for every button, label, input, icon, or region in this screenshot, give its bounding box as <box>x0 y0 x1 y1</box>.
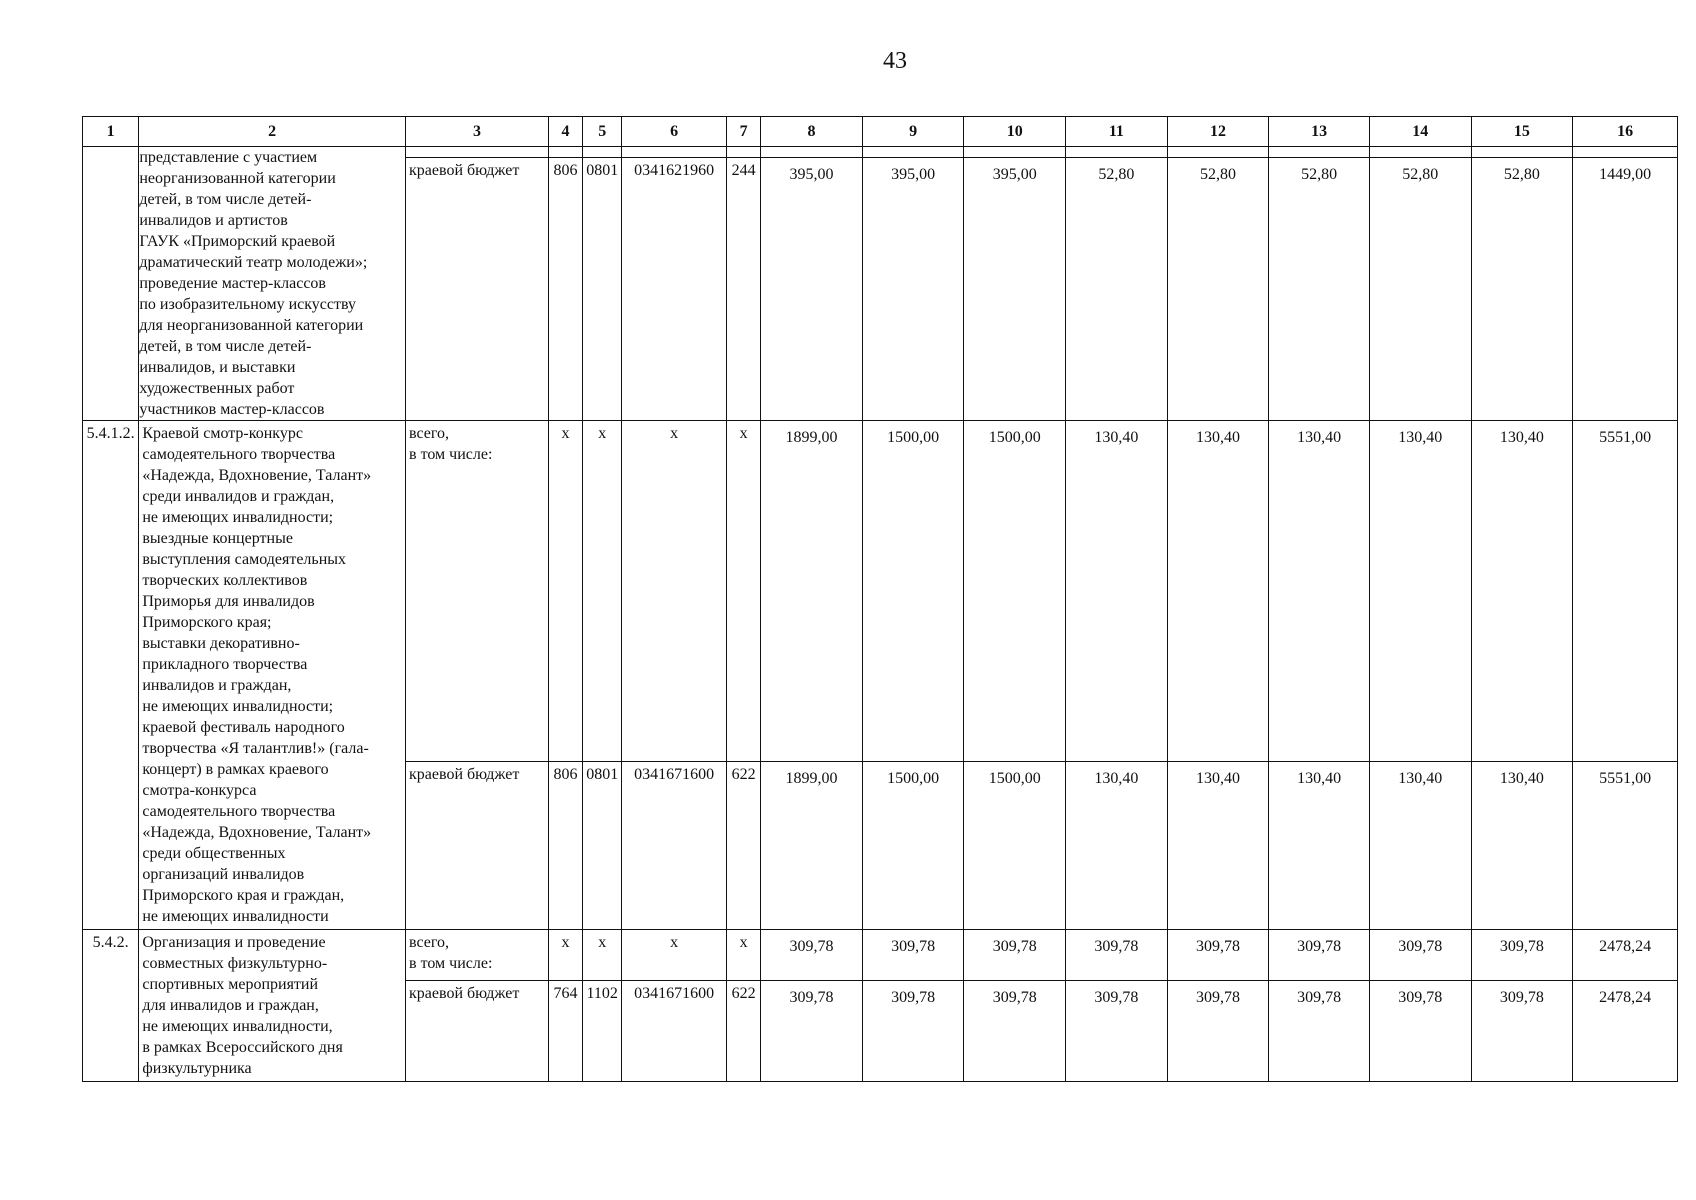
code-cell: х <box>583 421 622 762</box>
value-cell: 2478,24 <box>1573 981 1678 1082</box>
value-cell: 309,78 <box>1066 981 1168 1082</box>
spacer-row <box>83 147 1678 158</box>
header-cell: 13 <box>1269 117 1370 147</box>
header-cell: 3 <box>406 117 549 147</box>
header-cell: 1 <box>83 117 139 147</box>
value-cell: 130,40 <box>1369 762 1471 930</box>
header-cell: 11 <box>1066 117 1168 147</box>
header-cell: 5 <box>583 117 622 147</box>
code-cell: 764 <box>548 981 582 1082</box>
table-row <box>83 421 1678 762</box>
header-cell: 6 <box>622 117 727 147</box>
value-cell: 309,78 <box>1167 981 1269 1082</box>
value-cell: 1899,00 <box>761 421 863 762</box>
value-cell: 1500,00 <box>964 762 1066 930</box>
code-cell: 0801 <box>583 158 622 421</box>
value-cell: 309,78 <box>1167 930 1269 981</box>
value-cell: 130,40 <box>1167 762 1269 930</box>
value-cell: 309,78 <box>1269 981 1370 1082</box>
value-cell: 52,80 <box>1471 158 1573 421</box>
value-cell: 5551,00 <box>1573 421 1678 762</box>
header-cell: 2 <box>139 117 406 147</box>
value-cell: 1500,00 <box>964 421 1066 762</box>
budget-table <box>82 116 1678 1082</box>
page-number: 43 <box>883 48 907 74</box>
row-description: представление с участием неорганизованной категории детей, в том числе детей- инвалидов и артистов ГАУК «Приморский краевой драматический театр молодежи»; проведение мастер-классов по изобразительному искусству для неорганизованной категории детей, в том числе детей- инвалидов, и выставки художественных работ участников мастер-классов <box>139 147 406 421</box>
value-cell: 395,00 <box>862 158 964 421</box>
header-cell: 9 <box>862 117 964 147</box>
row-description: Организация и проведение совместных физкультурно- спортивных мероприятий для инвалидов и граждан, не имеющих инвалидности, в рамках Всероссийского дня физкультурника <box>139 930 406 1082</box>
value-cell: 130,40 <box>1066 421 1168 762</box>
header-row <box>83 117 1678 147</box>
value-cell: 52,80 <box>1269 158 1370 421</box>
row-description: Краевой смотр-конкурс самодеятельного творчества «Надежда, Вдохновение, Талант» среди инвалидов и граждан, не имеющих инвалидности; выездные концертные выступления самодеятельных творческих коллективов Приморья для инвалидов Приморского края; выставки декоративно- прикладного творчества инвалидов и граждан, не имеющих инвалидности; краевой фестиваль народного творчества «Я талантлив!» (гала- концерт) в рамках краевого смотра-конкурса самодеятельного творчества «Надежда, Вдохновение, Талант» среди общественных организаций инвалидов Приморского края и граждан, не имеющих инвалидности <box>139 421 406 930</box>
code-cell: х <box>622 421 727 762</box>
funding-source: краевой бюджет <box>406 981 549 1082</box>
funding-source: всего, в том числе: <box>406 421 549 762</box>
code-cell: 0341671600 <box>622 762 727 930</box>
value-cell: 130,40 <box>1066 762 1168 930</box>
header-cell: 16 <box>1573 117 1678 147</box>
row-number-cell <box>83 147 139 421</box>
header-cell: 8 <box>761 117 863 147</box>
header-cell: 10 <box>964 117 1066 147</box>
code-cell: 806 <box>548 762 582 930</box>
value-cell: 309,78 <box>1471 981 1573 1082</box>
code-cell: х <box>583 930 622 981</box>
code-cell: 806 <box>548 158 582 421</box>
code-cell: 1102 <box>583 981 622 1082</box>
value-cell: 1899,00 <box>761 762 863 930</box>
value-cell: 309,78 <box>862 930 964 981</box>
value-cell: 309,78 <box>761 981 863 1082</box>
value-cell: 130,40 <box>1269 762 1370 930</box>
code-cell: х <box>726 930 760 981</box>
value-cell: 130,40 <box>1471 762 1573 930</box>
value-cell: 130,40 <box>1269 421 1370 762</box>
header-cell: 7 <box>726 117 760 147</box>
value-cell: 395,00 <box>964 158 1066 421</box>
row-number-cell: 5.4.1.2. <box>83 421 139 930</box>
value-cell: 309,78 <box>761 930 863 981</box>
value-cell: 309,78 <box>1269 930 1370 981</box>
funding-source: краевой бюджет <box>406 762 549 930</box>
code-cell: 0341671600 <box>622 981 727 1082</box>
header-cell: 15 <box>1471 117 1573 147</box>
header-cell: 4 <box>548 117 582 147</box>
header-cell: 14 <box>1369 117 1471 147</box>
value-cell: 309,78 <box>862 981 964 1082</box>
row-number-cell: 5.4.2. <box>83 930 139 1082</box>
value-cell: 309,78 <box>1369 930 1471 981</box>
funding-source: краевой бюджет <box>406 158 549 421</box>
code-cell: х <box>726 421 760 762</box>
code-cell: х <box>548 930 582 981</box>
code-cell: 244 <box>726 158 760 421</box>
value-cell: 309,78 <box>1369 981 1471 1082</box>
value-cell: 309,78 <box>1471 930 1573 981</box>
code-cell: 622 <box>726 981 760 1082</box>
code-cell: х <box>548 421 582 762</box>
value-cell: 52,80 <box>1369 158 1471 421</box>
code-cell: 0341621960 <box>622 158 727 421</box>
value-cell: 130,40 <box>1167 421 1269 762</box>
code-cell: х <box>622 930 727 981</box>
value-cell: 5551,00 <box>1573 762 1678 930</box>
code-cell: 622 <box>726 762 760 930</box>
header-cell: 12 <box>1167 117 1269 147</box>
value-cell: 130,40 <box>1369 421 1471 762</box>
value-cell: 2478,24 <box>1573 930 1678 981</box>
value-cell: 1500,00 <box>862 762 964 930</box>
value-cell: 52,80 <box>1167 158 1269 421</box>
value-cell: 52,80 <box>1066 158 1168 421</box>
funding-source: всего, в том числе: <box>406 930 549 981</box>
code-cell: 0801 <box>583 762 622 930</box>
value-cell: 1449,00 <box>1573 158 1678 421</box>
table-row <box>83 930 1678 981</box>
value-cell: 309,78 <box>1066 930 1168 981</box>
value-cell: 1500,00 <box>862 421 964 762</box>
value-cell: 130,40 <box>1471 421 1573 762</box>
value-cell: 309,78 <box>964 981 1066 1082</box>
value-cell: 309,78 <box>964 930 1066 981</box>
value-cell: 395,00 <box>761 158 863 421</box>
